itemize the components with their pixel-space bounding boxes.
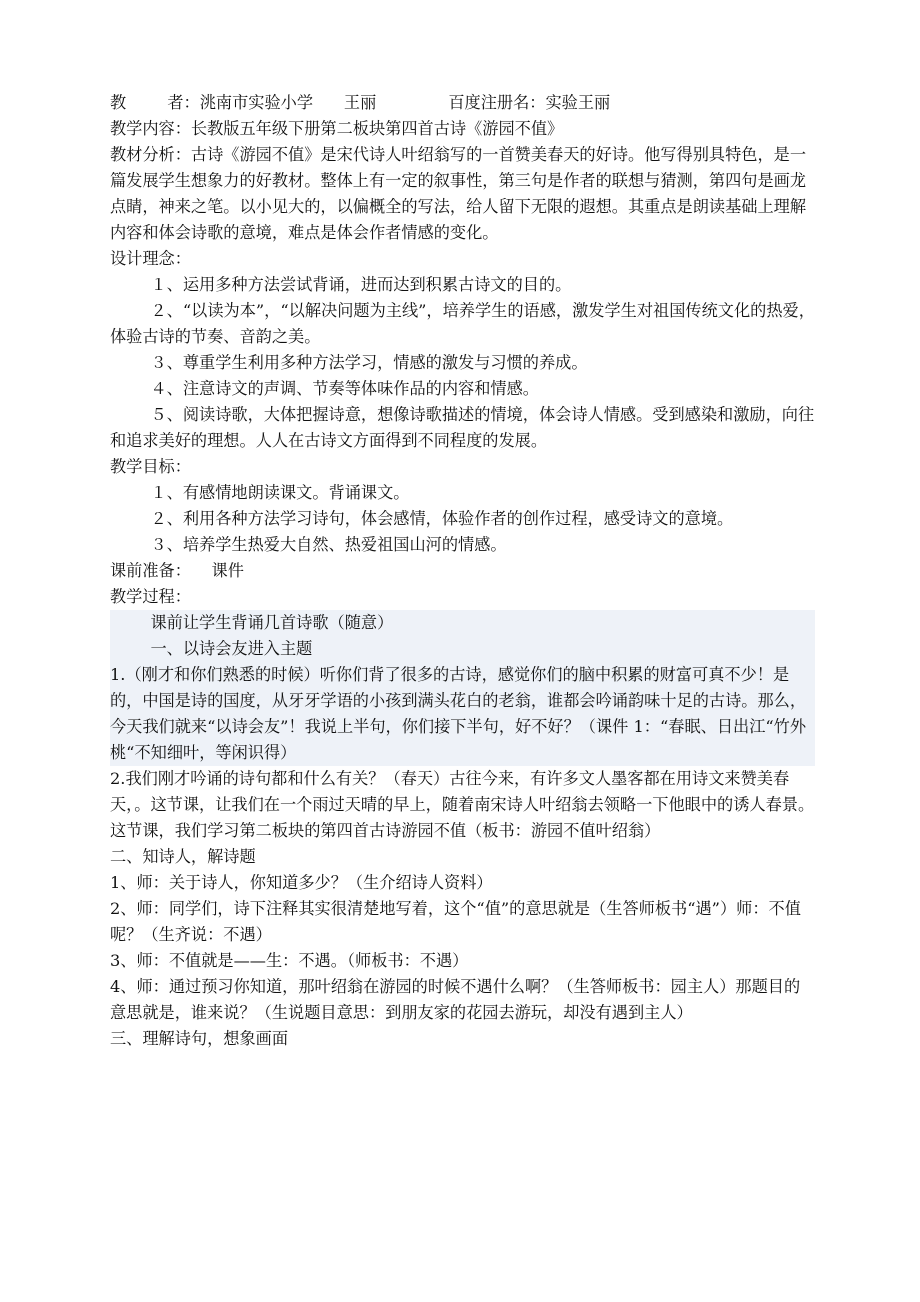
step-item: 4、师：通过预习你知道，那叶绍翁在游园的时候不遇什么啊？（生答师板书：园主人）那题目的意思就是，谁来说？（生说题目意思：到朋友家的花园去游玩，却没有遇到主人） bbox=[110, 977, 801, 1022]
goal-item: １、有感情地朗读课文。背诵课文。 bbox=[150, 483, 410, 502]
goals-heading: 教学目标： bbox=[110, 457, 191, 476]
paragraph: 2.我们刚才吟诵的诗句都和什么有关？（春天）古往今来，有许多文人墨客都在用诗文来赞美春天，。这节课，让我们在一个雨过天晴的早上，随着南宋诗人叶绍翁去领略一下他眼中的诱人春景。这节课，我们学习第二板块的第四首古诗游园不值（板书：游园不值叶绍翁） bbox=[110, 769, 815, 840]
section-title: 一、以诗会友进入主题 bbox=[150, 639, 313, 658]
design-item: ５、阅读诗歌，大体把握诗意，想像诗歌描述的情境，体会诗人情感。受到感染和激励，向往和追求美好的理想。人人在古诗文方面得到不同程度的发展。 bbox=[110, 405, 815, 450]
teacher-line: 教 者：洮南市实验小学 王丽 百度注册名：实验王丽 bbox=[110, 93, 611, 112]
step-item: 3、师：不值就是——生：不遇。（师板书：不遇） bbox=[110, 951, 469, 970]
goal-item: ２、利用各种方法学习诗句，体会感情，体验作者的创作过程，感受诗文的意境。 bbox=[150, 509, 734, 528]
pre-class-activity: 课前让学生背诵几首诗歌（随意） bbox=[150, 613, 394, 632]
process-heading: 教学过程： bbox=[110, 587, 191, 606]
preparation: 课前准备： 课件 bbox=[110, 561, 244, 580]
step-item: 1、师：关于诗人，你知道多少？（生介绍诗人资料） bbox=[110, 873, 493, 892]
paragraph: 1.（刚才和你们熟悉的时候）听你们背了很多的古诗，感觉你们的脑中积累的财富可真不少！是的，中国是诗的国度，从牙牙学语的小孩到满头花白的老翁，谁都会吟诵韵味十足的古诗。那么，今天我们就来“以诗会友”！我说上半句，你们接下半句，好不好？（课件 1：“春眠、日出江“竹外桃“不知细叶，等闲识得） bbox=[110, 665, 807, 762]
lesson-plan bbox=[110, 90, 815, 1052]
section-title: 三、理解诗句，想象画面 bbox=[110, 1029, 289, 1048]
step-item: 2、师：同学们，诗下注释其实很清楚地写着，这个“值”的意思就是（生答师板书“遇”）师：不值呢？（生齐说：不遇） bbox=[110, 899, 801, 944]
teaching-content: 教学内容：长教版五年级下册第二板块第四首古诗《游园不值》 bbox=[110, 119, 564, 138]
material-analysis: 教材分析：古诗《游园不值》是宋代诗人叶绍翁写的一首赞美春天的好诗。他写得别具特色，是一篇发展学生想象力的好教材。整体上有一定的叙事性，第三句是作者的联想与猜测，第四句是画龙点睛，神来之笔。以小见大的，以偏概全的写法，给人留下无限的遐想。其重点是朗读基础上理解内容和体会诗歌的意境，难点是体会作者情感的变化。 bbox=[110, 145, 807, 242]
highlighted-block bbox=[110, 610, 815, 766]
design-item: ３、尊重学生利用多种方法学习，情感的激发与习惯的养成。 bbox=[150, 353, 588, 372]
design-item: ４、注意诗文的声调、节奏等体味作品的内容和情感。 bbox=[150, 379, 539, 398]
design-item: ２、“以读为本”，“以解决问题为主线”，培养学生的语感，激发学生对祖国传统文化的热爱，体验古诗的节奏、音韵之美。 bbox=[110, 301, 815, 346]
goal-item: ３、培养学生热爱大自然、热爱祖国山河的情感。 bbox=[150, 535, 507, 554]
design-item: １、运用多种方法尝试背诵，进而达到积累古诗文的目的。 bbox=[150, 275, 572, 294]
design-heading: 设计理念： bbox=[110, 249, 191, 268]
section-title: 二、知诗人，解诗题 bbox=[110, 847, 256, 866]
